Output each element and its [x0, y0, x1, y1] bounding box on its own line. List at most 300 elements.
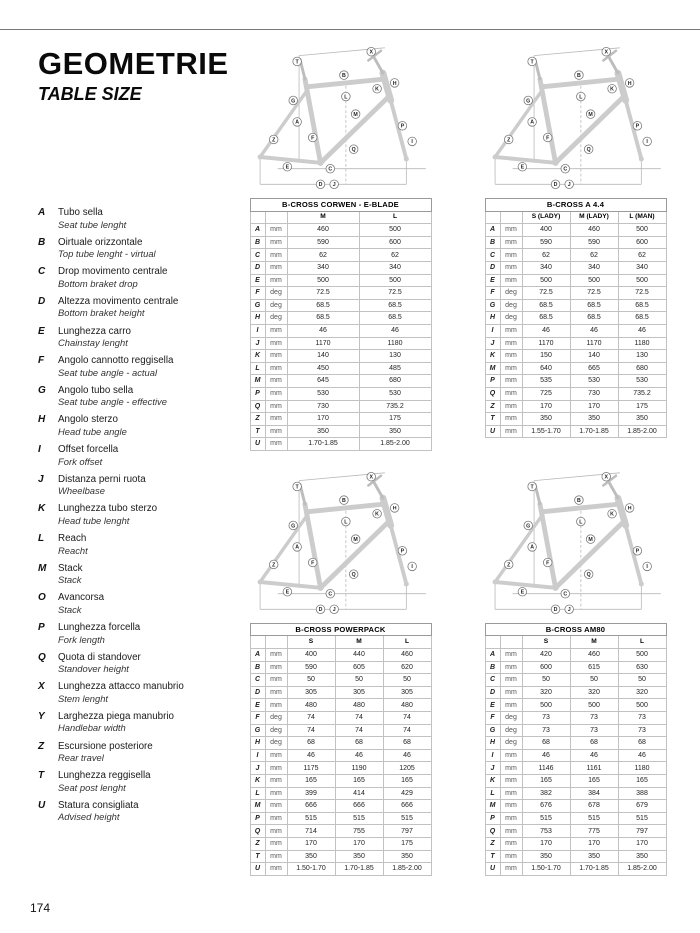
diagram-marker-label: Q — [586, 147, 591, 154]
row-value: 46 — [522, 324, 570, 337]
diagram-marker-label: Z — [271, 562, 275, 569]
row-value: 590 — [570, 236, 618, 249]
table-row — [485, 375, 666, 388]
table-row — [250, 249, 431, 262]
table-row — [485, 699, 666, 712]
row-unit: mm — [265, 837, 287, 850]
row-value: 68.5 — [570, 299, 618, 312]
legend-text — [58, 563, 230, 586]
row-value: 150 — [522, 350, 570, 363]
row-value: 72.5 — [287, 287, 359, 300]
row-key: P — [485, 375, 500, 388]
column-header: M (LADY) — [570, 211, 618, 224]
row-value: 500 — [618, 649, 666, 662]
diagram-marker-label: F — [545, 135, 549, 142]
row-value: 46 — [359, 324, 431, 337]
row-unit: mm — [500, 350, 522, 363]
row-value: 414 — [335, 787, 383, 800]
row-unit: mm — [500, 224, 522, 237]
row-unit: mm — [265, 775, 287, 788]
legend-text — [58, 355, 230, 378]
legend-item — [38, 711, 230, 734]
row-value: 515 — [335, 812, 383, 825]
table-row — [485, 812, 666, 825]
row-key: U — [250, 863, 265, 876]
legend-key: O — [38, 592, 46, 604]
legend-label-en: Standover height — [58, 663, 129, 675]
table-row — [250, 274, 431, 287]
frame-diagram — [230, 461, 451, 621]
column-header: S (LADY) — [522, 211, 570, 224]
legend-label-it: Altezza movimento centrale — [58, 295, 179, 307]
row-value: 340 — [618, 261, 666, 274]
legend-text — [58, 741, 230, 764]
row-unit: mm — [265, 337, 287, 350]
row-key: B — [485, 236, 500, 249]
row-key: T — [250, 850, 265, 863]
diagram-marker-label: A — [294, 544, 299, 551]
legend — [38, 207, 230, 829]
column-header-blank — [485, 636, 500, 649]
legend-item — [38, 800, 230, 823]
diagram-marker-label: G — [525, 523, 530, 530]
row-key: L — [250, 787, 265, 800]
row-value: 140 — [287, 350, 359, 363]
row-key: U — [250, 438, 265, 451]
row-value: 68.5 — [522, 312, 570, 325]
row-value: 350 — [618, 850, 666, 863]
row-value: 50 — [522, 674, 570, 687]
row-value: 50 — [335, 674, 383, 687]
geometry-panel — [230, 461, 451, 876]
row-value: 420 — [522, 649, 570, 662]
row-value: 320 — [522, 686, 570, 699]
diagram-marker-label: A — [529, 119, 534, 126]
row-value: 46 — [618, 749, 666, 762]
row-key: A — [485, 224, 500, 237]
row-key: B — [485, 661, 500, 674]
row-key: P — [250, 812, 265, 825]
table-row — [485, 686, 666, 699]
table-row — [485, 224, 666, 237]
row-value: 74 — [335, 712, 383, 725]
row-value: 500 — [359, 224, 431, 237]
legend-key: L — [38, 533, 45, 545]
table-row — [485, 863, 666, 876]
row-value: 50 — [287, 674, 335, 687]
row-value: 350 — [383, 850, 431, 863]
row-value: 340 — [359, 261, 431, 274]
row-unit: deg — [265, 712, 287, 725]
legend-label-en: Seat tube angle - actual — [58, 366, 158, 378]
row-key: D — [250, 261, 265, 274]
diagram-marker-label: M — [587, 536, 593, 543]
row-value: 1.70-1.85 — [335, 863, 383, 876]
row-value: 68.5 — [570, 312, 618, 325]
row-unit: mm — [265, 661, 287, 674]
row-value: 68 — [383, 737, 431, 750]
row-value: 730 — [570, 387, 618, 400]
row-unit: mm — [500, 775, 522, 788]
row-value: 68.5 — [287, 299, 359, 312]
table-title-row — [485, 199, 666, 212]
row-value: 665 — [570, 362, 618, 375]
page-title: GEOMETRIE — [38, 46, 229, 81]
row-value: 676 — [522, 800, 570, 813]
table-row — [485, 287, 666, 300]
row-key: K — [250, 350, 265, 363]
row-value: 440 — [335, 649, 383, 662]
diagram-marker-label: I — [645, 139, 648, 146]
row-value: 305 — [383, 686, 431, 699]
legend-label-en: Head tube lenght — [58, 514, 130, 526]
row-unit: mm — [500, 274, 522, 287]
table-row — [250, 674, 431, 687]
geometry-panel — [465, 36, 686, 451]
table-row — [250, 413, 431, 426]
row-key: A — [485, 649, 500, 662]
row-key: M — [485, 800, 500, 813]
legend-label-it: Lunghezza forcella — [58, 621, 141, 633]
column-header: L (MAN) — [618, 211, 666, 224]
table-row — [485, 737, 666, 750]
row-key: A — [250, 224, 265, 237]
legend-key: P — [38, 621, 45, 633]
table-row — [485, 362, 666, 375]
table-title-row — [485, 623, 666, 636]
row-value: 72.5 — [522, 287, 570, 300]
diagram-marker-label: B — [576, 497, 581, 504]
row-value: 1170 — [287, 337, 359, 350]
row-unit: mm — [500, 337, 522, 350]
row-unit: deg — [265, 312, 287, 325]
row-value: 46 — [522, 749, 570, 762]
row-value: 515 — [570, 812, 618, 825]
row-value: 730 — [287, 400, 359, 413]
row-key: L — [485, 787, 500, 800]
legend-key: Q — [38, 651, 46, 663]
legend-item — [38, 355, 230, 378]
legend-label-en: Stack — [58, 603, 82, 615]
legend-label-it: Drop movimento centrale — [58, 266, 168, 278]
table-row — [485, 387, 666, 400]
legend-text — [58, 296, 230, 319]
row-value: 50 — [570, 674, 618, 687]
row-value: 1.85-2.00 — [359, 438, 431, 451]
frame-diagram — [230, 36, 451, 196]
column-header-blank — [485, 211, 500, 224]
row-key: I — [250, 324, 265, 337]
diagram-marker-label: I — [410, 139, 413, 146]
row-unit: mm — [500, 837, 522, 850]
table-row — [250, 686, 431, 699]
row-value: 68 — [570, 737, 618, 750]
row-value: 590 — [287, 236, 359, 249]
legend-key: B — [38, 236, 46, 248]
row-value: 68.5 — [618, 312, 666, 325]
row-value: 130 — [359, 350, 431, 363]
table-row — [485, 337, 666, 350]
table-row — [250, 737, 431, 750]
table-row — [250, 337, 431, 350]
row-key: J — [485, 337, 500, 350]
legend-label-it: Oirtuale orizzontale — [58, 236, 143, 248]
row-value: 350 — [335, 850, 383, 863]
legend-text — [58, 266, 230, 289]
row-value: 340 — [287, 261, 359, 274]
row-value: 590 — [287, 661, 335, 674]
table-row — [250, 661, 431, 674]
row-value: 170 — [570, 400, 618, 413]
row-value: 165 — [522, 775, 570, 788]
row-unit: mm — [500, 387, 522, 400]
legend-text — [58, 503, 230, 526]
row-value: 68 — [287, 737, 335, 750]
legend-text — [58, 207, 230, 230]
table-row — [250, 236, 431, 249]
row-key: C — [250, 249, 265, 262]
diagram-marker-label: Z — [506, 137, 510, 144]
row-value: 320 — [570, 686, 618, 699]
row-value: 797 — [383, 825, 431, 838]
row-key: F — [485, 287, 500, 300]
legend-text — [58, 681, 230, 704]
row-unit: mm — [265, 800, 287, 813]
row-value: 600 — [522, 661, 570, 674]
row-value: 73 — [522, 712, 570, 725]
row-value: 797 — [618, 825, 666, 838]
table-row — [485, 249, 666, 262]
row-value: 73 — [618, 724, 666, 737]
row-value: 605 — [335, 661, 383, 674]
row-value: 1.50-1.70 — [287, 863, 335, 876]
table-row — [485, 825, 666, 838]
row-value: 500 — [287, 274, 359, 287]
row-unit: mm — [265, 438, 287, 451]
diagram-marker-label: T — [295, 59, 299, 66]
column-header-row — [250, 211, 431, 224]
table-row — [250, 787, 431, 800]
row-key: H — [250, 737, 265, 750]
table-row — [485, 661, 666, 674]
legend-label-it: Distanza perni ruota — [58, 473, 146, 485]
row-value: 680 — [618, 362, 666, 375]
row-value: 74 — [287, 712, 335, 725]
row-value: 500 — [522, 699, 570, 712]
legend-label-en: Stem lenght — [58, 692, 109, 704]
table-row — [485, 236, 666, 249]
table-row — [485, 674, 666, 687]
row-value: 62 — [570, 249, 618, 262]
geometry-table — [250, 198, 432, 451]
row-value: 72.5 — [359, 287, 431, 300]
row-key: J — [250, 762, 265, 775]
row-value: 535 — [522, 375, 570, 388]
row-value: 175 — [359, 413, 431, 426]
row-value: 50 — [618, 674, 666, 687]
legend-item — [38, 296, 230, 319]
row-key: J — [250, 337, 265, 350]
legend-key: Z — [38, 740, 45, 752]
row-value: 1161 — [570, 762, 618, 775]
row-value: 350 — [618, 413, 666, 426]
diagram-marker-label: J — [332, 607, 336, 614]
row-unit: mm — [500, 850, 522, 863]
column-header: S — [287, 636, 335, 649]
diagram-marker-label: Z — [506, 562, 510, 569]
row-value: 170 — [522, 837, 570, 850]
row-value: 74 — [383, 712, 431, 725]
table-row — [250, 699, 431, 712]
row-value: 170 — [287, 413, 359, 426]
diagram-marker-label: H — [392, 80, 397, 87]
legend-text — [58, 711, 230, 734]
legend-item — [38, 622, 230, 645]
row-value: 460 — [383, 649, 431, 662]
legend-item — [38, 592, 230, 615]
legend-label-it: Quota di standover — [58, 651, 141, 663]
row-value: 320 — [618, 686, 666, 699]
row-value: 500 — [570, 699, 618, 712]
row-key: U — [485, 425, 500, 438]
legend-label-en: Wheelbase — [58, 485, 105, 497]
geometry-grid — [230, 36, 686, 876]
legend-label-it: Offset forcella — [58, 444, 119, 456]
row-value: 590 — [522, 236, 570, 249]
row-value: 735.2 — [359, 400, 431, 413]
row-value: 165 — [383, 775, 431, 788]
diagram-marker-label: P — [635, 548, 639, 555]
row-unit: mm — [265, 224, 287, 237]
legend-key: I — [38, 444, 41, 456]
row-value: 1.85-2.00 — [618, 425, 666, 438]
diagram-marker-label: X — [368, 49, 373, 56]
row-value: 73 — [570, 712, 618, 725]
diagram-marker-label: P — [400, 123, 404, 130]
row-unit: mm — [500, 674, 522, 687]
row-value: 666 — [335, 800, 383, 813]
row-value: 1.50-1.70 — [522, 863, 570, 876]
row-unit: mm — [265, 812, 287, 825]
diagram-marker-label: F — [310, 135, 314, 142]
legend-item — [38, 563, 230, 586]
legend-label-en: Reacht — [58, 544, 88, 556]
row-value: 305 — [287, 686, 335, 699]
legend-item — [38, 681, 230, 704]
row-value: 500 — [618, 274, 666, 287]
table-row — [250, 850, 431, 863]
table-row — [250, 800, 431, 813]
row-unit: deg — [500, 287, 522, 300]
row-value: 170 — [287, 837, 335, 850]
legend-item — [38, 326, 230, 349]
column-header-blank — [500, 636, 522, 649]
row-value: 382 — [522, 787, 570, 800]
row-value: 1180 — [359, 337, 431, 350]
row-value: 62 — [618, 249, 666, 262]
row-value: 1190 — [335, 762, 383, 775]
column-header-row — [485, 636, 666, 649]
page-subtitle: TABLE SIZE — [38, 84, 142, 104]
row-value: 73 — [570, 724, 618, 737]
row-value: 1205 — [383, 762, 431, 775]
legend-key: F — [38, 355, 45, 367]
row-key: H — [250, 312, 265, 325]
row-value: 666 — [383, 800, 431, 813]
table-row — [485, 762, 666, 775]
column-header-blank — [265, 636, 287, 649]
diagram-marker-label: J — [332, 182, 336, 189]
diagram-marker-label: G — [290, 523, 295, 530]
row-value: 666 — [287, 800, 335, 813]
legend-key: X — [38, 681, 45, 693]
legend-label-en: Top tube lenght - virtual — [58, 248, 156, 260]
table-row — [250, 863, 431, 876]
row-value: 450 — [287, 362, 359, 375]
diagram-marker-label: D — [553, 607, 557, 614]
column-header: M — [335, 636, 383, 649]
row-unit: deg — [265, 737, 287, 750]
legend-key: H — [38, 414, 46, 426]
diagram-marker-label: Q — [586, 571, 591, 578]
legend-text — [58, 385, 230, 408]
row-unit: mm — [265, 274, 287, 287]
row-value: 480 — [287, 699, 335, 712]
row-value: 46 — [618, 324, 666, 337]
legend-label-en: Advised height — [58, 811, 120, 823]
diagram-marker-label: I — [410, 564, 413, 571]
row-unit: mm — [265, 400, 287, 413]
row-value: 350 — [287, 425, 359, 438]
row-key: E — [485, 274, 500, 287]
table-row — [250, 425, 431, 438]
row-value: 515 — [522, 812, 570, 825]
diagram-marker-label: C — [562, 591, 567, 598]
column-header: L — [383, 636, 431, 649]
legend-text — [58, 533, 230, 556]
row-value: 600 — [618, 236, 666, 249]
row-unit: mm — [500, 787, 522, 800]
table-row — [485, 324, 666, 337]
legend-label-it: Lunghezza reggisella — [58, 770, 151, 782]
row-value: 1.70-1.85 — [570, 863, 618, 876]
table-row — [250, 825, 431, 838]
diagram-marker-label: Q — [351, 571, 356, 578]
row-unit: mm — [265, 425, 287, 438]
table-row — [250, 812, 431, 825]
row-value: 175 — [618, 400, 666, 413]
legend-item — [38, 385, 230, 408]
legend-label-it: Reach — [58, 533, 87, 545]
row-key: C — [250, 674, 265, 687]
row-unit: deg — [500, 299, 522, 312]
row-unit: mm — [500, 825, 522, 838]
row-unit: mm — [265, 674, 287, 687]
row-key: B — [250, 236, 265, 249]
row-unit: mm — [500, 324, 522, 337]
row-value: 399 — [287, 787, 335, 800]
table-row — [485, 837, 666, 850]
row-value: 500 — [618, 699, 666, 712]
table-row — [485, 400, 666, 413]
legend-label-en: Fork offset — [58, 455, 103, 467]
row-value: 46 — [287, 749, 335, 762]
column-header-blank — [250, 636, 265, 649]
row-value: 615 — [570, 661, 618, 674]
row-value: 515 — [287, 812, 335, 825]
row-unit: deg — [500, 737, 522, 750]
legend-item — [38, 741, 230, 764]
